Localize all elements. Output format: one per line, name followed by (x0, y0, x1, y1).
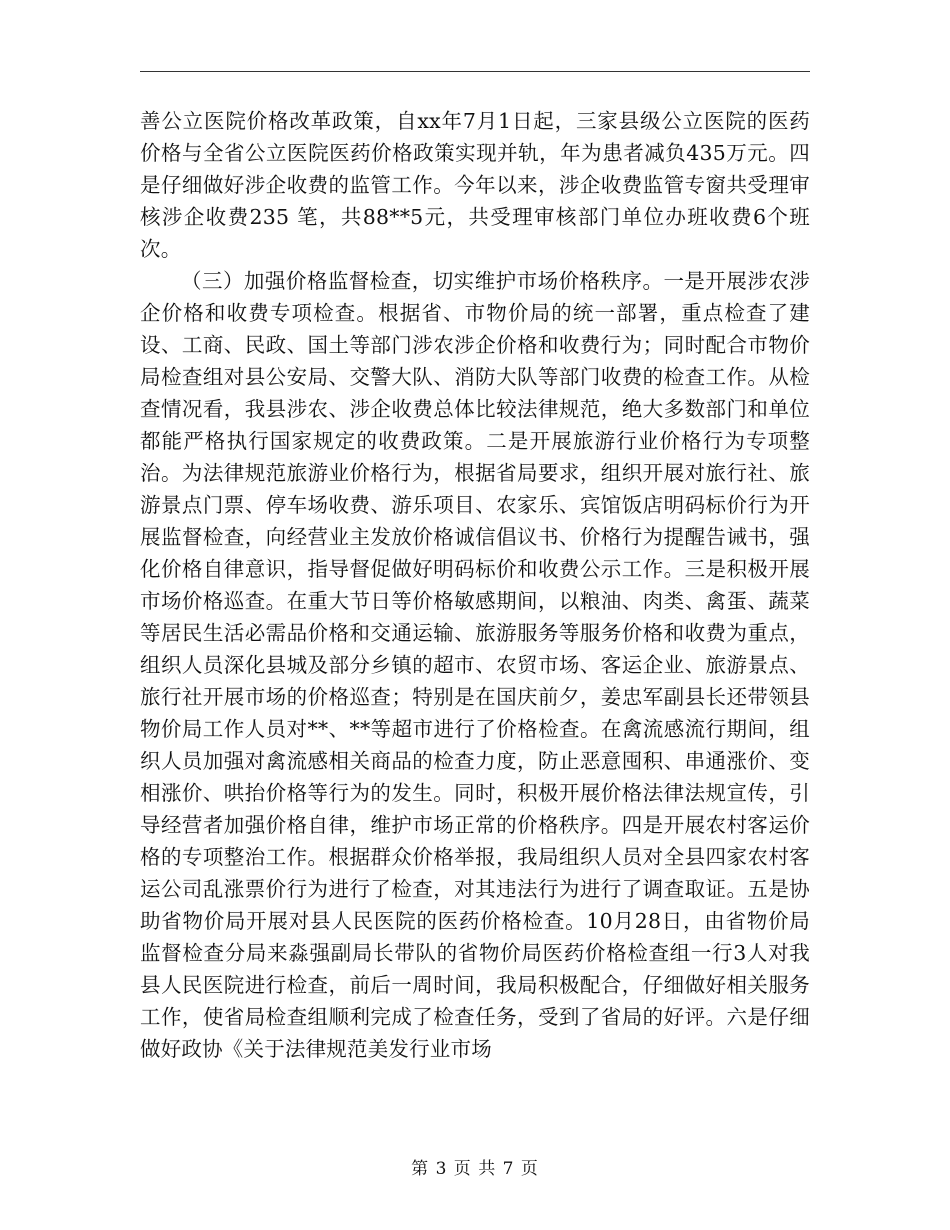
document-body (140, 105, 810, 1065)
header-rule (140, 71, 810, 72)
page-footer: 第 3 页 共 7 页 (411, 1159, 539, 1179)
paragraph-1: 善公立医院价格改革政策，自xx年7月1日起，三家县级公立医院的医药价格与全省公立医院医药价格政策实现并轨，年为患者减负435万元。四是仔细做好涉企收费的监管工作。今年以来，涉企收费监管专窗共受理审核涉企收费235 笔，共88**5元，共受理审核部门单位办班收费6个班次。 (140, 109, 810, 261)
paragraph-2: （三）加强价格监督检查，切实维护市场价格秩序。一是开展涉农涉企价格和收费专项检查。根据省、市物价局的统一部署，重点检查了建设、工商、民政、国土等部门涉农涉企价格和收费行为；同时配合市物价局检查组对县公安局、交警大队、消防大队等部门收费的检查工作。从检查情况看，我县涉农、涉企收费总体比较法律规范，绝大多数部门和单位都能严格执行国家规定的收费政策。二是开展旅游行业价格行为专项整治。为法律规范旅游业价格行为，根据省局要求，组织开展对旅行社、旅游景点门票、停车场收费、游乐项目、农家乐、宾馆饭店明码标价行为开展监督检查，向经营业主发放价格诚信倡议书、价格行为提醒告诫书，强化价格自律意识，指导督促做好明码标价和收费公示工作。三是积极开展市场价格巡查。在重大节日等价格敏感期间，以粮油、肉类、禽蛋、蔬菜等居民生活必需品价格和交通运输、旅游服务等服务价格和收费为重点，组织人员深化县城及部分乡镇的超市、农贸市场、客运企业、旅游景点、旅行社开展市场的价格巡查；特别是在国庆前夕，姜忠军副县长还带领县物价局工作人员对**、**等超市进行了价格检查。在禽流感流行期间，组织人员加强对禽流感相关商品的检查力度，防止恶意囤积、串通涨价、变相涨价、哄抬价格等行为的发生。同时，积极开展价格法律法规宣传，引导经营者加强价格自律，维护市场正常的价格秩序。四是开展农村客运价格的专项整治工作。根据群众价格举报，我局组织人员对全县四家农村客运公司乱涨票价行为进行了检查，对其违法行为进行了调查取证。五是协助省物价局开展对县人民医院的医药价格检查。10月28日，由省物价局监督检查分局来淼强副局长带队的省物价局医药价格检查组一行3人对我县人民医院进行检查，前后一周时间，我局积极配合，仔细做好相关服务工作，使省局检查组顺利完成了检查任务，受到了省局的好评。六是仔细做好政协《关于法律规范美发行业市场 (140, 269, 810, 1061)
